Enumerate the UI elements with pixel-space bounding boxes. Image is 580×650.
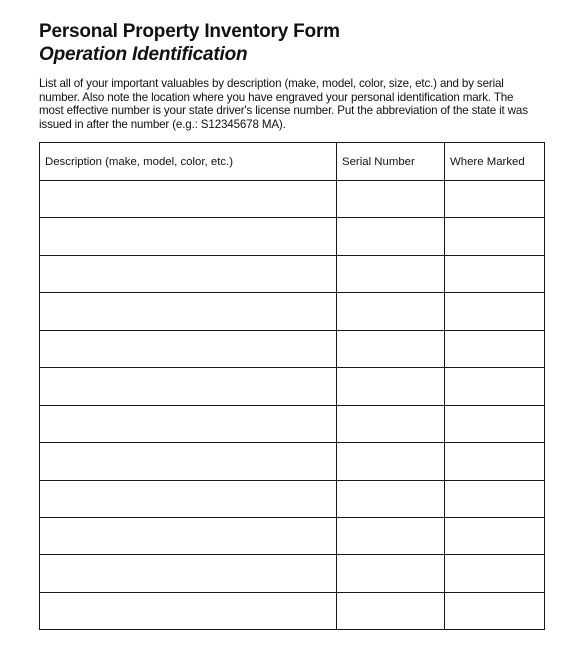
table-row (40, 480, 545, 517)
serial-number-cell[interactable] (337, 405, 445, 442)
where-marked-cell[interactable] (445, 368, 545, 405)
serial-number-cell[interactable] (337, 480, 445, 517)
description-cell[interactable] (40, 555, 337, 592)
where-marked-cell[interactable] (445, 517, 545, 554)
instructions-line: issued in after the number (e.g.: S12345678 MA). (39, 117, 286, 131)
where-marked-cell[interactable] (445, 293, 545, 330)
where-marked-cell[interactable] (445, 181, 545, 218)
column-header-serial-number: Serial Number (337, 143, 445, 181)
table-row (40, 517, 545, 554)
description-cell[interactable] (40, 368, 337, 405)
serial-number-cell[interactable] (337, 330, 445, 367)
table-row (40, 405, 545, 442)
where-marked-cell[interactable] (445, 555, 545, 592)
table-header-row (40, 143, 545, 181)
serial-number-cell[interactable] (337, 592, 445, 629)
where-marked-cell[interactable] (445, 443, 545, 480)
table-row (40, 443, 545, 480)
serial-number-cell[interactable] (337, 443, 445, 480)
table-row (40, 218, 545, 255)
form-subtitle: Operation Identification (39, 44, 248, 65)
description-cell[interactable] (40, 592, 337, 629)
where-marked-cell[interactable] (445, 218, 545, 255)
table-row (40, 293, 545, 330)
description-cell[interactable] (40, 181, 337, 218)
inventory-table-body (40, 181, 545, 630)
serial-number-cell[interactable] (337, 255, 445, 292)
column-header-where-marked: Where Marked (445, 143, 545, 181)
instructions-line: List all of your important valuables by description (make, model, color, size, etc.) and by serial (39, 77, 504, 90)
where-marked-cell[interactable] (445, 592, 545, 629)
table-row (40, 255, 545, 292)
description-cell[interactable] (40, 405, 337, 442)
column-header-description: Description (make, model, color, etc.) (40, 143, 337, 181)
serial-number-cell[interactable] (337, 368, 445, 405)
description-cell[interactable] (40, 255, 337, 292)
table-row (40, 592, 545, 629)
description-cell[interactable] (40, 330, 337, 367)
serial-number-cell[interactable] (337, 293, 445, 330)
description-cell[interactable] (40, 443, 337, 480)
serial-number-cell[interactable] (337, 181, 445, 218)
description-cell[interactable] (40, 480, 337, 517)
where-marked-cell[interactable] (445, 255, 545, 292)
serial-number-cell[interactable] (337, 517, 445, 554)
table-row (40, 368, 545, 405)
where-marked-cell[interactable] (445, 330, 545, 367)
where-marked-cell[interactable] (445, 405, 545, 442)
serial-number-cell[interactable] (337, 555, 445, 592)
description-cell[interactable] (40, 517, 337, 554)
form-title: Personal Property Inventory Form (39, 21, 340, 42)
description-cell[interactable] (40, 218, 337, 255)
where-marked-cell[interactable] (445, 480, 545, 517)
inventory-table (39, 142, 545, 630)
instructions-line: number. Also note the location where you have engraved your personal identification mark. The (39, 90, 514, 104)
instructions-line: most effective number is your state driver's license number. Put the abbreviation of the state it was (39, 104, 528, 118)
table-row (40, 181, 545, 218)
table-row (40, 555, 545, 592)
description-cell[interactable] (40, 293, 337, 330)
table-row (40, 330, 545, 367)
instructions-paragraph (39, 77, 547, 131)
serial-number-cell[interactable] (337, 218, 445, 255)
